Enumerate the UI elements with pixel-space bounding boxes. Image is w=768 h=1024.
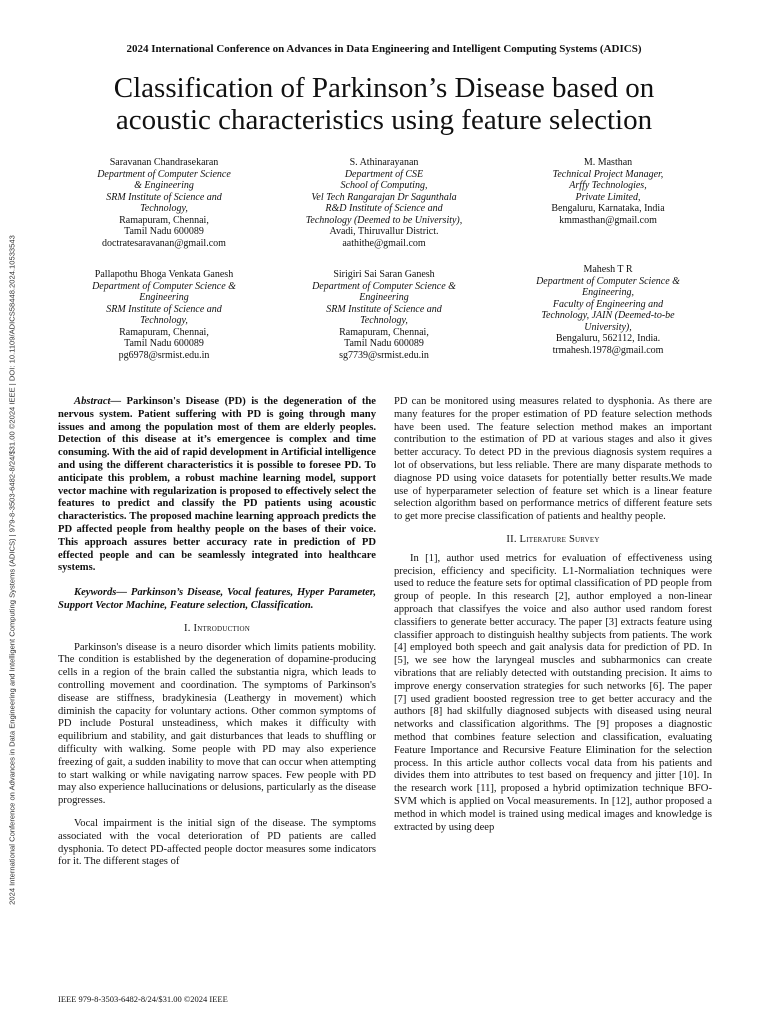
author-institution-2: Technology, JAIN (Deemed-to-be: [541, 310, 675, 321]
author-email[interactable]: doctratesaravanan@gmail.com: [102, 237, 226, 249]
author-institution-2: Technology,: [140, 315, 188, 326]
abstract: [58, 396, 376, 575]
author-department-2: Engineering: [139, 292, 189, 303]
author-city: Bengaluru, 562112, India.: [555, 333, 661, 344]
author-department-2: Engineering,: [582, 287, 634, 298]
author-department: Department of Computer Science &: [312, 280, 456, 292]
author-block-4: [58, 269, 270, 361]
author-department-2: & Engineering: [134, 180, 194, 191]
author-email[interactable]: sg7739@srmist.edu.in: [339, 349, 429, 361]
author-institution-3: University),: [584, 321, 632, 333]
author-institution: SRM Institute of Science and: [106, 191, 222, 203]
author-institution-2: Technology,: [140, 203, 188, 214]
author-state: Tamil Nadu 600089: [344, 338, 424, 349]
author-email[interactable]: pg6978@srmist.edu.in: [118, 349, 210, 361]
abstract-text: Parkinson's Disease (PD) is the degeneration of the nervous system. Patient suffering with PD is going through many issues and among the population most of them are elderly peoples. Detection of this disease at it’s emergencee is complex and time consuming. With the aid of rapid development in Artificial intelligence and using the different characteristics it is possible to foresee PD. To anticipate this problem, a robust machine learning model, support vector machine with regularization is proposed to effectively select the features to predict and classify the PD patients using acoustic characteristics. The proposed machine learning approach predicts the PD affected people from healthy people on the bases of their voice. This approach assures better accuracy rate in prediction of PD effected people and can be seamlessly integrated into healthcare systems.: [58, 396, 377, 574]
author-city: Ramapuram, Chennai,: [119, 214, 209, 226]
author-name: Saravanan Chandrasekaran: [109, 157, 219, 168]
left-column: [58, 396, 376, 869]
author-name: S. Athinarayanan: [349, 157, 419, 168]
author-company-type: Private Limited,: [575, 191, 641, 203]
author-name: M. Masthan: [583, 157, 633, 168]
author-block-3: [506, 157, 710, 226]
author-institution-3: Technology (Deemed to be University),: [305, 214, 463, 226]
author-institution: Faculty of Engineering and: [552, 298, 664, 310]
keywords: Keywords— Parkinson’s Disease, Vocal features, Hyper Parameter, Support Vector Machine, Feature selection, Classification.: [58, 587, 376, 611]
author-name: Mahesh T R: [583, 264, 633, 275]
author-block-6: [506, 264, 710, 356]
author-department: Department of CSE: [344, 168, 424, 180]
conference-header: 2024 International Conference on Advances in Data Engineering and Intelligent Computing Systems (ADICS): [126, 43, 642, 55]
author-institution-2: R&D Institute of Science and: [325, 203, 443, 214]
section-heading-introduction: I. Introduction: [184, 622, 250, 634]
author-name: Sirigiri Sai Saran Ganesh: [333, 269, 435, 280]
doi-sidebar-text: 2024 International Conference on Advances in Data Engineering and Intelligent Computing Systems (ADICS) | 979-8-3503-6482-8/24/$31.00 ©2024 IEEE | DOI: 10.1109/ADICS58448.2024.10533543: [7, 235, 17, 905]
literature-paragraph-1: In [1], author used metrics for evaluation of effectiveness using precision, efficiency and specificity. L1-Normaliation techniques were used to reduce the feature sets for optimal classification of PD people from group of people. In this research [2], author employed a non-linear approach that classifyes the voice and also author used random forest classifiers to generate better accuracy. The paper [3] extracts feature using classifier approach to distinguish healthy subjects from patients. The work [4] employed both speech and gait analysis data for prediction of PD. In [5], we see how the laryngeal muscles and subharmonics can create vibrations that are reliably detected with outstanding precision. It aims to improve energy conservation strategies for such networks [6]. The paper [7] used gradient boosted regression tree to get better accuracy and the authors [8] had skilfully diagnosed subjects with diseased using neural networks and classification algorithms. The [9] proposes a diagnostic method that combines feature selection and classification, evaluating Feature Importance and Recursive Feature Elimination for the selection process. In this article author collects vocal data from his patients and divides them into attributes to test based on frequency and jitter [10]. In the research work [11], proposed a hybrid optimization technique BFO-SVM which is applied on Vocal measurements. In [12], author proposed a method in which model is trained using medical images and knowledge is extracted by using deep: [394, 552, 712, 833]
author-institution: SRM Institute of Science and: [326, 303, 442, 315]
author-city: Bengaluru, Karnataka, India: [551, 203, 665, 214]
introduction-paragraph-2: Vocal impairment is the initial sign of the disease. The symptoms associated with the vocal deterioration of PD patients are called dysphonia. To detect PD-affected people doctor measures some indicators for it. The different stages of: [58, 817, 376, 868]
doi-sidebar: [4, 160, 20, 980]
author-company: Arffy Technologies,: [569, 180, 647, 191]
title-line-1: Classification of Parkinson’s Disease based on: [113, 72, 655, 104]
author-institution: Vel Tech Rangarajan Dr Sagunthala: [311, 191, 457, 203]
title-line-2: acoustic characteristics using feature selection: [115, 104, 653, 136]
copyright-footer: IEEE 979-8-3503-6482-8/24/$31.00 ©2024 IEEE: [58, 994, 228, 1004]
author-department: Department of Computer Science &: [92, 280, 236, 292]
author-department: Department of Computer Science &: [536, 275, 680, 287]
author-city: Ramapuram, Chennai,: [119, 326, 209, 338]
author-department-2: Engineering: [359, 292, 409, 303]
author-block-5: [282, 269, 486, 361]
introduction-paragraph-1: Parkinson's disease is a neuro disorder which limits patients mobility. The condition is established by the degeneration of dopamine-producing cells in a region of the brain called the substantia nigra, which leads to controlling movement and coordination. The symptoms of Parkinson's disease are stiffness, bradykinesia (Leathergy in movement) which diminish the capacity for voluntary actions. Other common symptoms of PD include Postural unsteadiness, which makes it difficulty with equilibrium and stability, and gait disturbances that leads to shuffling or difficulty with walking. Some people with PD may also experience freezing of gait, a sudden inability to move that can occur when attempting to start walking or while navigating narrow spaces. Few people with PD may also experience hallucinations or delusions, particularly as the disease progresses.: [58, 641, 377, 807]
author-department-2: School of Computing,: [340, 180, 428, 191]
author-role: Technical Project Manager,: [552, 168, 664, 180]
author-email[interactable]: aathithe@gmail.com: [342, 237, 426, 249]
author-state: Tamil Nadu 600089: [124, 338, 204, 349]
author-department: Department of Computer Science: [97, 168, 231, 180]
author-state: Tamil Nadu 600089: [124, 226, 204, 237]
section-heading-literature-survey: II. Literature Survey: [506, 533, 600, 545]
author-email[interactable]: trmahesh.1978@gmail.com: [552, 344, 664, 356]
paper-title: [40, 72, 728, 136]
author-institution: SRM Institute of Science and: [106, 303, 222, 315]
author-block-2: [282, 157, 486, 249]
abstract-label: Abstract—: [74, 396, 122, 407]
introduction-paragraph-continued: PD can be monitored using measures related to dysphonia. As there are many features for the proper estimation of PD feature selection methods have been used. The feature selection method makes an important contribution to the estimation of PD at various stages and also it gives better accuracy. To detect PD in the previous diagnosis system requires a lot of observations, but less reliable. There are many disparate methods to diagnose PD using voice datasets for potentially better results.We made use of hyperparameter selection of feature set which is a linear feature selection algorithm based on performance metrics of different feature sets to get more precise classification of patients and healthy people.: [394, 396, 712, 523]
author-institution-2: Technology,: [360, 315, 408, 326]
author-email[interactable]: kmmasthan@gmail.com: [559, 214, 657, 226]
author-city: Avadi, Thiruvallur District.: [329, 226, 439, 237]
author-city: Ramapuram, Chennai,: [339, 326, 429, 338]
right-column: [394, 396, 712, 834]
author-block-1: [58, 157, 270, 249]
author-name: Pallapothu Bhoga Venkata Ganesh: [94, 269, 234, 280]
